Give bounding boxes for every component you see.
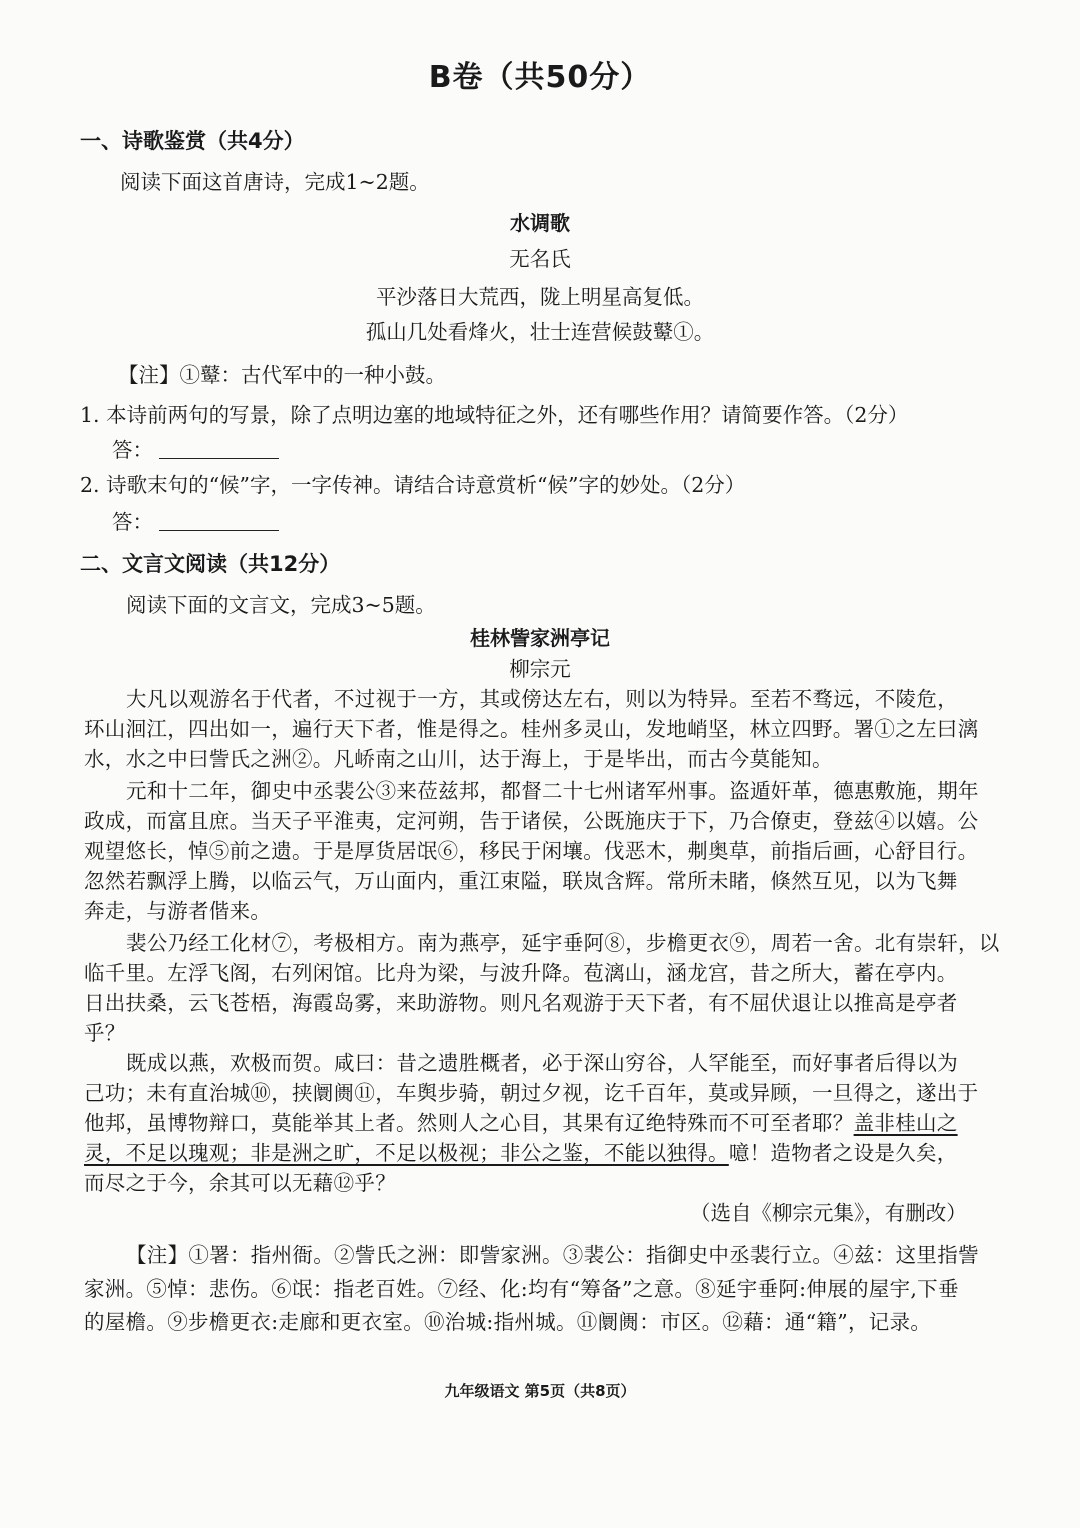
answer-label: 答：	[112, 510, 153, 534]
answer-line-1[interactable]	[112, 433, 279, 463]
essay-line: 观望悠长，悼⑤前之遗。于是厚货居氓⑥，移民于闲壤。伐恶木，刜奥草，前指后画，心舒目行。	[84, 839, 979, 863]
answer-blank[interactable]	[159, 512, 279, 531]
part2-heading: 二、文言文阅读（共12分）	[80, 552, 341, 576]
essay-title: 桂林訾家洲亭记	[470, 626, 610, 650]
essay-line: 忽然若飘浮上腾，以临云气，万山面内，重江束隘，联岚含辉。常所未睹，倏然互见，以为飞舞	[84, 869, 958, 893]
part2-instruction: 阅读下面的文言文，完成3~5题。	[126, 593, 436, 617]
essay-note: 的屋檐。⑨步檐更衣:走廊和更衣室。⑩治城:指州城。⑪阛阓：市区。⑫藉：通“籍”，记录。	[84, 1310, 932, 1334]
essay-line: 而尽之于今，余其可以无藉⑫乎？	[84, 1171, 396, 1195]
question-2: 2. 诗歌末句的“候”字，一字传神。请结合诗意赏析“候”字的妙处。（2分）	[80, 473, 746, 497]
essay-line: 大凡以观游名于代者，不过视于一方，其或傍达左右，则以为特异。至若不骛远，不陵危，	[126, 687, 958, 711]
essay-line: 水，水之中曰訾氏之洲②。凡峤南之山川，达于海上，于是毕出，而古今莫能知。	[84, 747, 833, 771]
essay-note: 家洲。⑤悼：悲伤。⑥氓：指老百姓。⑦经、化:均有“筹备”之意。⑧延宇垂阿:伸展的屋宇,下垂	[84, 1277, 959, 1301]
essay-line: 元和十二年，御史中丞裴公③来莅兹邦，都督二十七州诸军州事。盗遁奸革，德惠敷施，期年	[126, 779, 979, 803]
poem-author: 无名氏	[509, 247, 571, 271]
essay-line: 日出扶桑，云飞苍梧，海霞岛雾，来助游物。则凡名观游于天下者，有不屈伏退让以推高是亭者	[84, 991, 958, 1015]
source-citation: （选自《柳宗元集》，有删改）	[690, 1201, 967, 1225]
essay-line: 政成，而富且庶。当天子平淮夷，定河朔，告于诸侯，公既施庆于下，乃合僚吏，登兹④以嬉。公	[84, 809, 979, 833]
answer-line-2[interactable]	[112, 505, 279, 535]
essay-note: 【注】①署：指州衙。②訾氏之洲：即訾家洲。③裴公：指御史中丞裴行立。④兹：这里指訾	[126, 1243, 979, 1267]
exam-section-title: B卷（共50分）	[428, 60, 652, 95]
essay-line: 环山洄江，四出如一，遍行天下者，惟是得之。桂州多灵山，发地峭坚，林立四野。署①之左曰漓	[84, 717, 979, 741]
answer-label: 答：	[112, 438, 153, 462]
essay-text: 噫！造物者之设是久矣，	[728, 1141, 958, 1165]
essay-line: 裴公乃经工化材⑦，考极相方。南为燕亭，延宇垂阿⑧，步檐更衣⑨，周若一舍。北有崇轩，以	[126, 931, 1000, 955]
essay-line: 临千里。左浮飞阁，右列闲馆。比舟为梁，与波升降。苞漓山，涵龙宫，昔之所大，蓄在亭内。	[84, 961, 958, 985]
underlined-sentence: 盖非桂山之	[853, 1111, 958, 1135]
poem-note: 【注】①鼙：古代军中的一种小鼓。	[118, 363, 446, 387]
part1-instruction: 阅读下面这首唐诗，完成1~2题。	[120, 170, 430, 194]
essay-line	[84, 1106, 958, 1136]
essay-line: 奔走，与游者偕来。	[84, 899, 272, 923]
page-footer: 九年级语文 第5页（共8页）	[444, 1382, 636, 1400]
essay-line	[84, 1136, 958, 1166]
underlined-sentence: 灵，不足以瑰观；非是洲之旷，不足以极视；非公之鉴，不能以独得。	[84, 1141, 729, 1165]
essay-text: 他邦，虽博物辩口，莫能举其上者。然则人之心目，其果有辽绝特殊而不可至者耶？	[84, 1111, 854, 1135]
poem-line: 孤山几处看烽火，壮士连营候鼓鼙①。	[365, 320, 715, 344]
essay-line: 己功；未有直治城⑩，挟阛阓⑪，车舆步骑，朝过夕视，讫千百年，莫或异顾，一旦得之，遂出于	[84, 1081, 979, 1105]
question-1: 1. 本诗前两句的写景，除了点明边塞的地域特征之外，还有哪些作用？请简要作答。（2分）	[80, 403, 909, 427]
essay-author: 柳宗元	[509, 657, 571, 681]
essay-line: 既成以燕，欢极而贺。咸曰：昔之遗胜概者，必于深山穷谷，人罕能至，而好事者后得以为	[126, 1051, 958, 1075]
essay-line: 乎？	[84, 1021, 126, 1045]
poem-line: 平沙落日大荒西，陇上明星高复低。	[376, 285, 704, 309]
poem-title: 水调歌	[510, 211, 570, 235]
part1-heading: 一、诗歌鉴赏（共4分）	[80, 129, 305, 153]
answer-blank[interactable]	[159, 440, 279, 459]
